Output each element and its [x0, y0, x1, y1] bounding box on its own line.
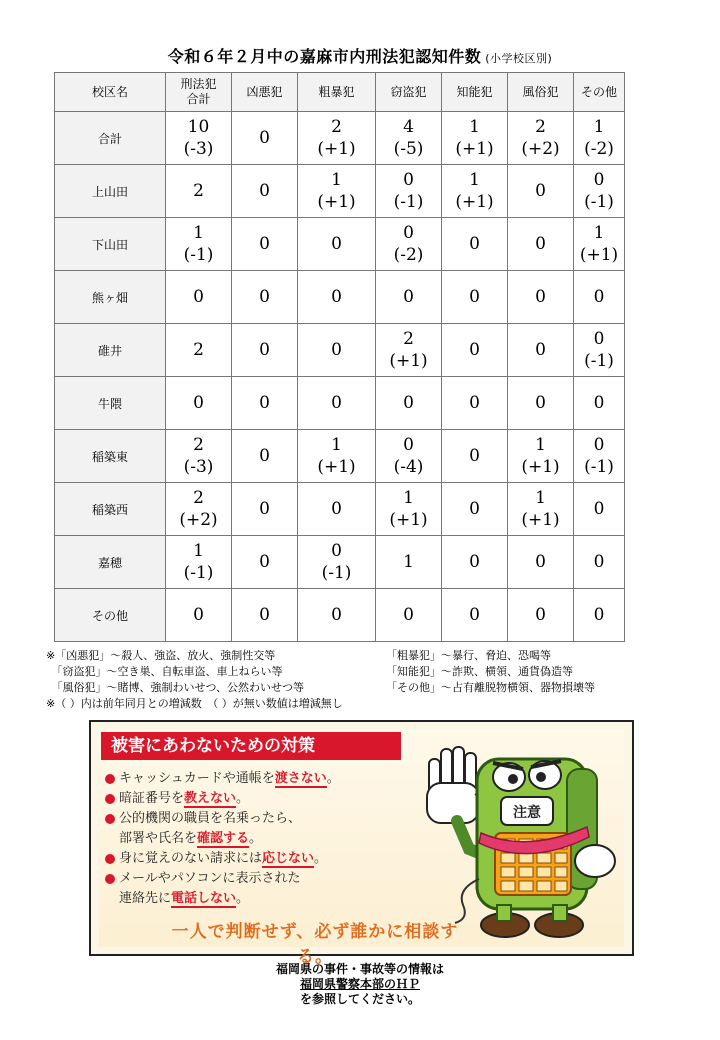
item-text: 暗証番号を [119, 791, 185, 806]
count-change: (+2) [521, 139, 560, 159]
header-theft: 窃盗犯 [376, 73, 442, 112]
count-change: (-1) [183, 245, 214, 265]
count-cell [442, 324, 508, 377]
count-value: 4 [403, 117, 414, 137]
table-row [55, 271, 625, 324]
district-name-cell: 熊ヶ畑 [55, 271, 166, 324]
district-name-cell: 下山田 [55, 218, 166, 271]
table-row [55, 324, 625, 377]
count-cell [232, 324, 298, 377]
list-item [105, 849, 340, 869]
count-value: 0 [331, 287, 342, 307]
count-cell [232, 589, 298, 642]
note-row [46, 648, 676, 664]
count-cell [298, 589, 376, 642]
note-row [46, 664, 676, 680]
count-value: 0 [331, 541, 342, 561]
count-change: (-3) [183, 457, 214, 477]
count-value: 0 [403, 170, 414, 190]
list-item [105, 869, 340, 889]
count-change: (-5) [393, 139, 424, 159]
district-name-cell: 嘉穂 [55, 536, 166, 589]
count-value: 0 [331, 605, 342, 625]
title-text: 令和６年２月中の嘉麻市内刑法犯認知件数 [167, 47, 482, 66]
count-cell [298, 430, 376, 483]
note-assault: 「粗暴犯」～暴行、脅迫、恐喝等 [386, 649, 551, 662]
count-change: (+1) [579, 245, 619, 265]
district-name-cell: 碓井 [55, 324, 166, 377]
item-emphasis: 教えない [184, 791, 237, 806]
count-cell [298, 271, 376, 324]
count-value: 0 [259, 499, 270, 519]
count-value: 1 [193, 541, 204, 561]
district-name-cell: その他 [55, 589, 166, 642]
count-value: 0 [259, 446, 270, 466]
count-cell [508, 430, 574, 483]
count-value: 2 [193, 181, 204, 201]
count-cell [376, 430, 442, 483]
count-value: 0 [469, 499, 480, 519]
item-emphasis: 応じない [262, 851, 315, 866]
count-change: (-4) [393, 457, 424, 477]
count-cell [508, 271, 574, 324]
count-value: 0 [469, 287, 480, 307]
header-violent: 凶悪犯 [232, 73, 298, 112]
calculator-mascot-icon [417, 729, 627, 947]
count-value: 1 [593, 223, 605, 243]
count-value: 0 [469, 605, 480, 625]
table-row [55, 218, 625, 271]
count-value: 0 [193, 287, 204, 307]
count-value: 0 [593, 329, 605, 349]
count-cell [508, 112, 574, 165]
count-change: (+2) [179, 510, 218, 530]
count-value: 0 [259, 552, 270, 572]
count-value: 1 [593, 117, 605, 137]
count-cell [442, 165, 508, 218]
count-change: (-2) [393, 245, 424, 265]
header-district: 校区名 [55, 73, 166, 112]
item-text: 身に覚えのない請求には [119, 851, 263, 866]
count-value: 0 [331, 499, 342, 519]
count-value: 1 [331, 170, 342, 190]
count-cell [232, 430, 298, 483]
count-value: 0 [403, 605, 414, 625]
count-cell [442, 271, 508, 324]
count-value: 1 [469, 170, 480, 190]
count-cell [232, 271, 298, 324]
prevention-list [105, 769, 340, 909]
count-value: 0 [535, 234, 546, 254]
count-value: 0 [535, 605, 546, 625]
count-cell [232, 483, 298, 536]
count-change: (-3) [183, 139, 214, 159]
count-value: 0 [403, 223, 414, 243]
count-value: 0 [259, 605, 270, 625]
count-cell [574, 430, 625, 483]
count-value: 0 [259, 393, 270, 413]
count-value: 0 [593, 499, 605, 519]
poster-panel [99, 729, 624, 967]
count-cell [298, 324, 376, 377]
header-total: 刑法犯 合計 [166, 73, 232, 112]
count-value: 0 [469, 446, 480, 466]
count-value: 0 [193, 605, 204, 625]
count-value: 0 [403, 393, 414, 413]
count-cell [574, 589, 625, 642]
note-row [46, 680, 676, 696]
count-cell [376, 377, 442, 430]
count-value: 0 [535, 393, 546, 413]
count-cell [166, 483, 232, 536]
count-cell [574, 112, 625, 165]
footer-line3: を参照してください。 [299, 992, 420, 1006]
count-value: 0 [331, 234, 342, 254]
district-name-cell: 稲築西 [55, 483, 166, 536]
count-cell [574, 536, 625, 589]
count-value: 0 [535, 552, 546, 572]
count-cell [574, 377, 625, 430]
count-value: 0 [535, 181, 546, 201]
count-change: (+1) [455, 139, 494, 159]
count-value: 0 [593, 287, 605, 307]
district-name-cell: 牛隈 [55, 377, 166, 430]
count-cell [166, 324, 232, 377]
count-change: (-1) [584, 457, 614, 477]
count-value: 0 [259, 340, 270, 360]
count-value: 2 [403, 329, 414, 349]
count-cell [298, 377, 376, 430]
count-change: (-1) [183, 563, 214, 583]
count-cell [298, 536, 376, 589]
item-text: 部署や氏名を [119, 831, 198, 846]
count-value: 1 [331, 435, 342, 455]
count-cell [376, 324, 442, 377]
list-item [105, 809, 340, 829]
note-other: 「その他」～占有離脱物横領、器物損壊等 [386, 681, 595, 694]
count-value: 1 [403, 552, 414, 572]
count-value: 0 [331, 340, 342, 360]
count-change: (+1) [455, 192, 494, 212]
count-value: 1 [403, 488, 414, 508]
count-cell [376, 589, 442, 642]
count-value: 0 [593, 170, 605, 190]
note-morals: 「風俗犯」～賭博、強制わいせつ、公然わいせつ等 [46, 681, 305, 694]
note-row [46, 696, 676, 712]
count-change: (+1) [317, 192, 356, 212]
item-emphasis: 渡さない [274, 771, 327, 786]
count-cell [376, 112, 442, 165]
item-text: 公的機関の職員を名乗ったら、 [119, 811, 302, 826]
count-cell [166, 430, 232, 483]
count-value: 1 [469, 117, 480, 137]
mascot-badge-text: 注意 [513, 805, 541, 821]
count-cell [166, 165, 232, 218]
district-name-cell: 稲築東 [55, 430, 166, 483]
count-cell [298, 218, 376, 271]
count-value: 0 [259, 234, 270, 254]
count-value: 0 [593, 552, 605, 572]
count-value: 0 [593, 435, 605, 455]
count-cell [376, 271, 442, 324]
table-row [55, 377, 625, 430]
count-cell [508, 218, 574, 271]
note-violent: ※「凶悪犯」～殺人、強盗、放火、強制性交等 [46, 649, 276, 662]
count-cell [442, 377, 508, 430]
count-cell [166, 218, 232, 271]
count-value: 0 [593, 605, 605, 625]
note-parentheses: ※（ ）内は前年同月との増減数 （ ）が無い数値は増減無し [46, 697, 343, 710]
table-row [55, 165, 625, 218]
count-change: (+1) [521, 510, 560, 530]
count-value: 10 [187, 117, 210, 137]
count-value: 0 [469, 340, 480, 360]
table-header-row [55, 73, 625, 112]
count-cell [298, 112, 376, 165]
count-value: 0 [193, 393, 204, 413]
header-fraud: 知能犯 [442, 73, 508, 112]
table-row [55, 430, 625, 483]
count-value: 0 [469, 393, 480, 413]
district-name-cell: 上山田 [55, 165, 166, 218]
count-cell [442, 589, 508, 642]
count-change: (+1) [389, 351, 428, 371]
count-cell [298, 483, 376, 536]
count-cell [508, 589, 574, 642]
count-value: 0 [403, 287, 414, 307]
count-cell [442, 483, 508, 536]
count-cell [232, 536, 298, 589]
item-emphasis: 確認する [197, 831, 250, 846]
count-cell [376, 218, 442, 271]
count-cell [232, 377, 298, 430]
note-theft: 「窃盗犯」～空き巣、自転車盗、車上ねらい等 [46, 665, 283, 678]
count-cell [508, 536, 574, 589]
count-cell [442, 218, 508, 271]
item-text: 。 [236, 891, 250, 906]
count-cell [376, 165, 442, 218]
count-cell [508, 483, 574, 536]
count-change: (+1) [389, 510, 428, 530]
count-cell [376, 536, 442, 589]
list-item-continued [105, 829, 340, 849]
item-text: 連絡先に [119, 891, 172, 906]
count-value: 0 [469, 552, 480, 572]
count-value: 2 [193, 488, 204, 508]
police-hp-link[interactable]: 福岡県警察本部のＨＰ [299, 977, 420, 991]
count-cell [166, 589, 232, 642]
count-cell [508, 324, 574, 377]
count-change: (+1) [317, 457, 356, 477]
count-value: 1 [193, 223, 204, 243]
legend-notes [46, 648, 676, 712]
count-cell [232, 218, 298, 271]
count-cell [442, 112, 508, 165]
list-item [105, 769, 340, 789]
title-subtitle: (小学校区別) [485, 52, 553, 65]
header-assault: 粗暴犯 [298, 73, 376, 112]
item-text: 。 [314, 851, 328, 866]
count-cell [574, 271, 625, 324]
footer-info [0, 962, 720, 1007]
count-cell [508, 377, 574, 430]
header-morals: 風俗犯 [508, 73, 574, 112]
count-value: 0 [259, 287, 270, 307]
count-value: 2 [535, 117, 546, 137]
count-value: 0 [469, 234, 480, 254]
list-item-continued [105, 889, 340, 909]
item-text: メールやパソコンに表示された [119, 871, 301, 886]
item-text: 。 [249, 831, 263, 846]
count-cell [232, 112, 298, 165]
count-change: (-2) [584, 139, 614, 159]
count-value: 2 [193, 340, 204, 360]
district-name-cell: 合計 [55, 112, 166, 165]
count-value: 1 [535, 488, 546, 508]
count-value: 0 [593, 393, 605, 413]
count-change: (+1) [521, 457, 560, 477]
poster-slogan: 一人で判断せず、必ず誰かに相談する。 [171, 922, 459, 967]
count-value: 2 [193, 435, 204, 455]
count-change: (+1) [317, 139, 356, 159]
count-cell [376, 483, 442, 536]
footer-line1: 福岡県の事件・事故等の情報は [275, 962, 444, 976]
count-value: 0 [259, 181, 270, 201]
count-cell [442, 536, 508, 589]
count-value: 0 [535, 340, 546, 360]
count-value: 0 [259, 128, 270, 148]
crime-stats-table [54, 72, 625, 642]
count-value: 0 [331, 393, 342, 413]
count-cell [298, 165, 376, 218]
table-row [55, 112, 625, 165]
fraud-prevention-poster [89, 720, 634, 967]
count-cell [508, 165, 574, 218]
count-cell [166, 271, 232, 324]
poster-title: 被害にあわないための対策 [101, 732, 401, 760]
count-cell [574, 324, 625, 377]
count-value: 1 [535, 435, 546, 455]
table-row [55, 589, 625, 642]
count-value: 0 [403, 435, 414, 455]
count-cell [166, 536, 232, 589]
table-row [55, 483, 625, 536]
count-value: 0 [535, 287, 546, 307]
item-text: キャッシュカードや通帳を [119, 771, 275, 786]
count-change: (-1) [584, 351, 614, 371]
count-cell [232, 165, 298, 218]
count-cell [442, 430, 508, 483]
item-text: 。 [326, 771, 340, 786]
count-change: (-1) [321, 563, 352, 583]
count-value: 2 [331, 117, 342, 137]
item-emphasis: 電話しない [171, 891, 237, 906]
list-item [105, 789, 340, 809]
table-row [55, 536, 625, 589]
count-cell [574, 218, 625, 271]
header-other: その他 [574, 73, 625, 112]
count-cell [574, 165, 625, 218]
note-fraud: 「知能犯」～詐欺、横領、通貨偽造等 [386, 665, 573, 678]
count-change: (-1) [584, 192, 614, 212]
count-change: (-1) [393, 192, 424, 212]
count-cell [166, 377, 232, 430]
table-body [55, 112, 625, 642]
count-cell [574, 483, 625, 536]
count-cell [166, 112, 232, 165]
item-text: 。 [236, 791, 250, 806]
page-title [0, 44, 720, 67]
